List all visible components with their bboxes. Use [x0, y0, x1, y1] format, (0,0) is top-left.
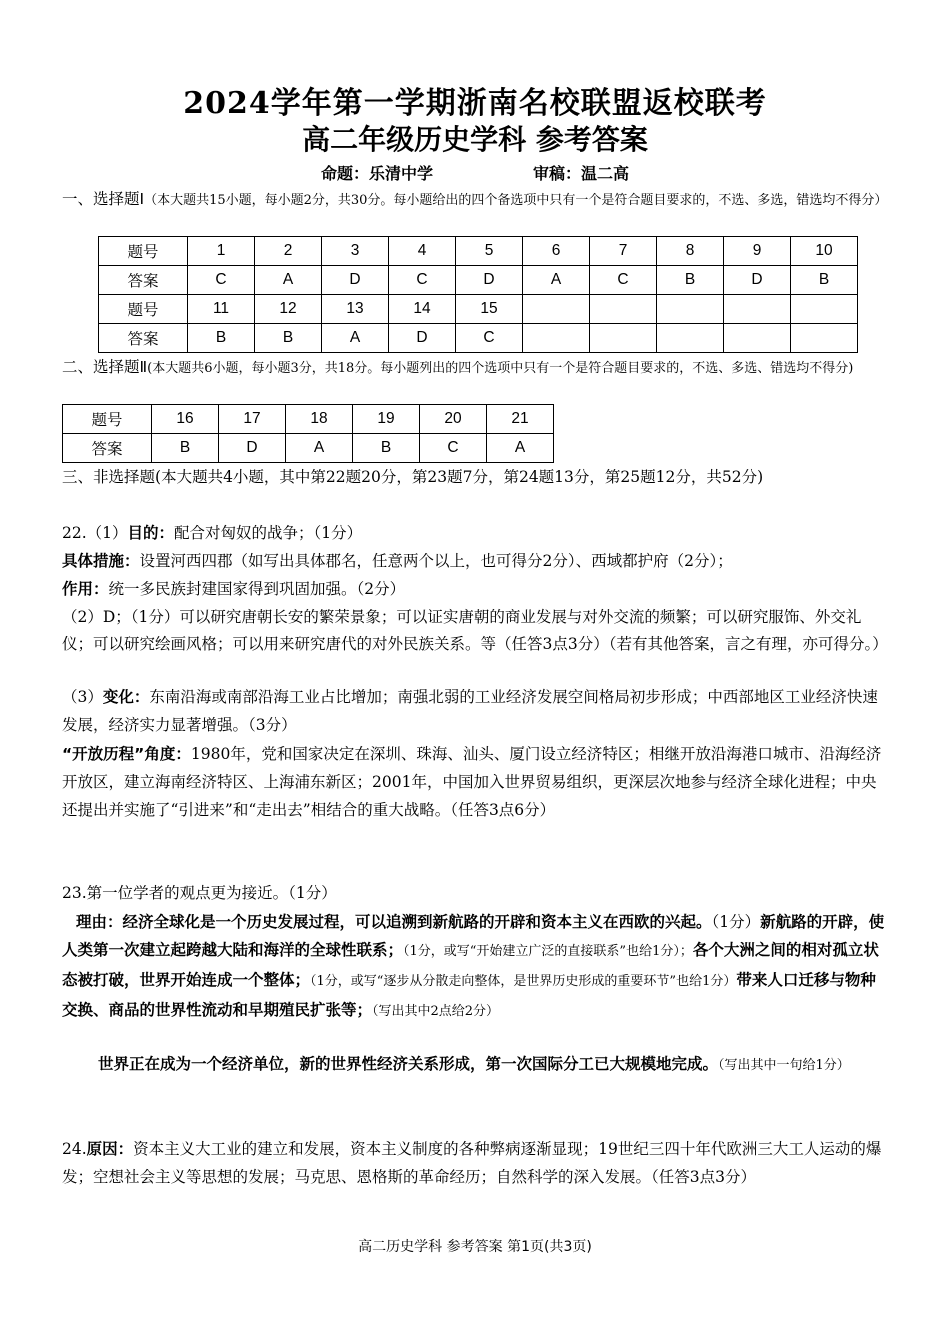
- table-header-cell: 答案: [99, 266, 188, 295]
- table-cell: 12: [255, 295, 322, 324]
- table-row: [63, 405, 554, 434]
- page-subtitle: 高二年级历史学科 参考答案: [302, 123, 648, 156]
- answer-table-1: [98, 236, 858, 353]
- q23-reason-3: 各个大洲之间的相对孤立状态被打破，世界开始连成一个整体；: [62, 941, 879, 989]
- q22-measures-text: 设置河西四郡（如写出具体郡名，任意两个以上，也可得分2分）、西域都护府（2分）；: [139, 552, 733, 570]
- table-cell: [523, 295, 590, 324]
- table-cell: B: [188, 324, 255, 353]
- table-cell: 16: [152, 405, 219, 434]
- table-header-cell: 题号: [63, 405, 152, 434]
- table-row: [99, 295, 858, 324]
- table-header-cell: 答案: [99, 324, 188, 353]
- table-cell: 6: [523, 237, 590, 266]
- table-cell: B: [353, 434, 420, 463]
- q22-opening-text: 1980年，党和国家决定在深圳、珠海、汕头、厦门设立经济特区；相继开放沿海港口城市、沿海经济开放区，建立海南经济特区、上海浦东新区；2001年，中国加入世界贸易组织，更深层次地参与经济全球化进程；中央还提出并实施了“引进来”和“走出去”相结合的重大战略。（任答3点6分）: [62, 745, 882, 819]
- q23-score-4: （写出其中2点给2分）: [372, 1004, 500, 1019]
- table-cell: 11: [188, 295, 255, 324]
- table-cell: 10: [791, 237, 858, 266]
- q23-reason-4: 带来人口迁移与物种交换、商品的世界性流动和早期殖民扩张等；: [62, 971, 876, 1019]
- section2-intro: [62, 354, 888, 382]
- table-cell: [657, 324, 724, 353]
- table-cell: 7: [590, 237, 657, 266]
- table-row: [99, 324, 858, 353]
- section3-intro: [62, 464, 888, 490]
- q24-number: 24.: [62, 1140, 87, 1158]
- table-cell: D: [389, 324, 456, 353]
- table-cell: 18: [286, 405, 353, 434]
- q22-measures: [62, 548, 888, 574]
- q23-world-text: 世界正在成为一个经济单位，新的世界性经济关系形成，第一次国际分工已大规模地完成。: [98, 1055, 719, 1073]
- author-label: 命题：乐清中学: [320, 164, 433, 183]
- q23-view: [62, 880, 888, 906]
- table-cell: [590, 324, 657, 353]
- page-footer: 高二历史学科 参考答案 第1页(共3页): [358, 1239, 592, 1255]
- q23-score-2: （1分，或写“开始建立广泛的直接联系”也给1分）；: [403, 944, 693, 959]
- table-row: [99, 266, 858, 295]
- table-cell: A: [255, 266, 322, 295]
- q22-part2: [62, 604, 888, 658]
- q22-change-text: 东南沿海或南部沿海工业占比增加；南强北弱的工业经济发展空间格局初步形成；中西部地区工业经济快速发展，经济实力显著增强。（3分）: [62, 688, 878, 734]
- q22-change-label: 变化：: [102, 688, 150, 706]
- table-cell: B: [657, 266, 724, 295]
- q23-view-text: 23.第一位学者的观点更为接近。（1分）: [62, 884, 337, 902]
- table-header-cell: 题号: [99, 237, 188, 266]
- q24-reason-text: 资本主义大工业的建立和发展，资本主义制度的各种弊病逐渐显现；19世纪三四十年代欧洲三大工人运动的爆发；空想社会主义等思想的发展；马克思、恩格斯的革命经历；自然科学的深入发展。（任答3点3分）: [62, 1140, 882, 1186]
- table-cell: [523, 324, 590, 353]
- table-header-cell: 答案: [63, 434, 152, 463]
- section3-note: (本大题共4小题，其中第22题20分，第23题7分，第24题13分，第25题12分，共52分): [155, 468, 764, 486]
- section1-intro: [62, 186, 888, 214]
- table-cell: C: [590, 266, 657, 295]
- q24-reason: [62, 1135, 888, 1191]
- q22-purpose-text: 配合对匈奴的战争；（1分）: [174, 524, 363, 542]
- q22-part1: [62, 520, 888, 546]
- table-cell: B: [255, 324, 322, 353]
- table-cell: A: [487, 434, 554, 463]
- q22-effect-text: 统一多民族封建国家得到巩固加强。（2分）: [108, 580, 406, 598]
- table-cell: 21: [487, 405, 554, 434]
- table-cell: 20: [420, 405, 487, 434]
- table-header-cell: 题号: [99, 295, 188, 324]
- table-cell: 19: [353, 405, 420, 434]
- q22-part2-text: （2）D；（1分）可以研究唐朝长安的繁荣景象；可以证实唐朝的商业发展与对外交流的频繁；可以研究服饰、外交礼仪；可以研究绘画风格；可以用来研究唐代的对外民族关系。等（任答3点3分）（若有其他答案，言之有理，亦可得分。）: [62, 608, 888, 653]
- table-cell: 8: [657, 237, 724, 266]
- q23-world-score: （写出其中一句给1分）: [718, 1058, 850, 1073]
- q23-reason-1: 理由：经济全球化是一个历史发展过程，可以追溯到新航路的开辟和资本主义在西欧的兴起。: [76, 913, 712, 931]
- table-cell: [724, 324, 791, 353]
- table-row: [63, 434, 554, 463]
- answer-table-2: [62, 404, 554, 463]
- table-cell: [791, 295, 858, 324]
- q22-part3-number: （3）: [62, 688, 103, 706]
- table-cell: 3: [322, 237, 389, 266]
- page-title: 2024学年第一学期浙南名校联盟返校联考: [183, 86, 767, 121]
- q23-reason-2: 新航路的开辟，使人类第一次建立起跨越大陆和海洋的全球性联系；: [62, 913, 885, 959]
- author-line: [0, 161, 950, 184]
- table-cell: 15: [456, 295, 523, 324]
- q23-reason: [62, 908, 888, 1026]
- table-cell: D: [456, 266, 523, 295]
- q22-number: 22.（1）: [62, 524, 128, 542]
- q22-opening-label: “开放历程”角度：: [62, 745, 191, 763]
- q23-score-3: （1分，或写“逐步从分散走向整体，是世界历史形成的重要环节”也给1分）: [310, 974, 737, 989]
- q22-effect-label: 作用：: [62, 580, 109, 598]
- section2-heading: 二、选择题Ⅱ: [62, 358, 148, 376]
- table-cell: D: [219, 434, 286, 463]
- q22-purpose-label: 目的：: [127, 524, 175, 542]
- table-cell: A: [286, 434, 353, 463]
- table-cell: [724, 295, 791, 324]
- table-cell: B: [791, 266, 858, 295]
- q22-opening: [62, 740, 888, 824]
- table-cell: C: [389, 266, 456, 295]
- table-cell: 2: [255, 237, 322, 266]
- q22-effect: [62, 576, 888, 602]
- q22-part3: [62, 683, 888, 739]
- section3-heading: 三、非选择题: [62, 468, 156, 486]
- table-cell: A: [322, 324, 389, 353]
- q24-reason-label: 原因：: [86, 1140, 134, 1158]
- table-row: [99, 237, 858, 266]
- reviewer-label: 审稿：温二高: [533, 164, 630, 183]
- section2-note: (本大题共6小题，每小题3分，共18分。每小题列出的四个选项中只有一个是符合题目要求的，不选、多选、错选均不得分): [147, 361, 854, 376]
- table-cell: C: [456, 324, 523, 353]
- table-cell: 9: [724, 237, 791, 266]
- table-cell: C: [188, 266, 255, 295]
- section1-heading: 一、选择题Ⅰ: [62, 190, 145, 208]
- table-cell: 14: [389, 295, 456, 324]
- table-cell: [590, 295, 657, 324]
- table-cell: 1: [188, 237, 255, 266]
- table-cell: D: [322, 266, 389, 295]
- q23-score-1: （1分）: [711, 913, 761, 931]
- q23-world: [62, 1050, 888, 1080]
- table-cell: C: [420, 434, 487, 463]
- table-cell: 17: [219, 405, 286, 434]
- table-cell: 13: [322, 295, 389, 324]
- table-cell: D: [724, 266, 791, 295]
- table-cell: 4: [389, 237, 456, 266]
- table-cell: A: [523, 266, 590, 295]
- table-cell: [791, 324, 858, 353]
- table-cell: B: [152, 434, 219, 463]
- table-cell: 5: [456, 237, 523, 266]
- q22-measures-label: 具体措施：: [62, 552, 140, 570]
- section1-note: （本大题共15小题，每小题2分，共30分。每小题给出的四个备选项中只有一个是符合题目要求的，不选、多选，错选均不得分）: [144, 193, 888, 208]
- table-cell: [657, 295, 724, 324]
